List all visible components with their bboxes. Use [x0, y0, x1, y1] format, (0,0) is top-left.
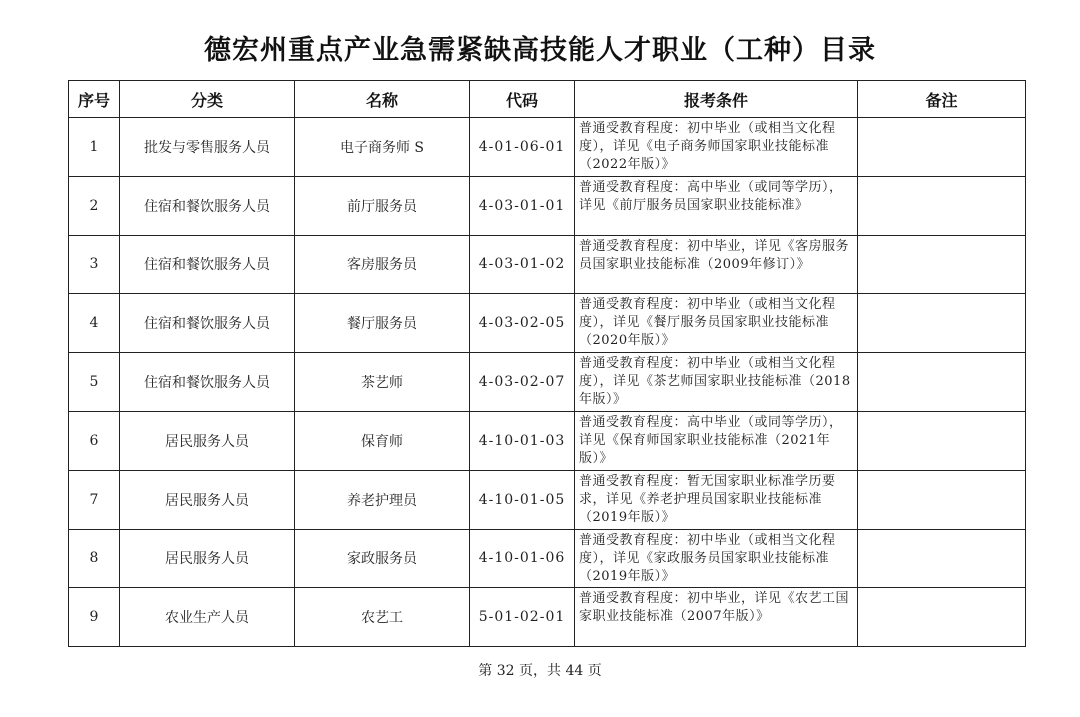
column-header-no: 序号: [69, 81, 120, 118]
cell-code: 4-03-01-02: [470, 235, 575, 294]
cell-no: 9: [69, 588, 120, 647]
cell-condition: 普通受教育程度：暂无国家职业标准学历要求，详见《养老护理员国家职业技能标准（2019年版）》: [575, 470, 858, 529]
cell-remark: [858, 529, 1026, 588]
cell-category: 住宿和餐饮服务人员: [120, 353, 295, 412]
cell-no: 6: [69, 411, 120, 470]
cell-no: 5: [69, 353, 120, 412]
cell-no: 2: [69, 176, 120, 235]
cell-remark: [858, 294, 1026, 353]
cell-condition: 普通受教育程度：初中毕业（或相当文化程度），详见《家政服务员国家职业技能标准（2019年版）》: [575, 529, 858, 588]
cell-condition: 普通受教育程度：初中毕业（或相当文化程度），详见《电子商务师国家职业技能标准（2022年版）》: [575, 118, 858, 177]
table-row: [69, 588, 1026, 647]
cell-code: 4-10-01-06: [470, 529, 575, 588]
table-row: [69, 176, 1026, 235]
cell-code: 4-01-06-01: [470, 118, 575, 177]
cell-remark: [858, 176, 1026, 235]
table-row: [69, 470, 1026, 529]
cell-remark: [858, 588, 1026, 647]
table-row: [69, 529, 1026, 588]
cell-code: 4-10-01-03: [470, 411, 575, 470]
table-header-row: [69, 81, 1026, 118]
cell-name: 保育师: [295, 411, 470, 470]
column-header-remark: 备注: [858, 81, 1026, 118]
cell-name: 养老护理员: [295, 470, 470, 529]
cell-category: 居民服务人员: [120, 470, 295, 529]
cell-code: 4-03-02-07: [470, 353, 575, 412]
cell-name: 茶艺师: [295, 353, 470, 412]
cell-condition: 普通受教育程度：高中毕业（或同等学历），详见《前厅服务员国家职业技能标准》: [575, 176, 858, 235]
cell-name: 前厅服务员: [295, 176, 470, 235]
column-header-category: 分类: [120, 81, 295, 118]
cell-code: 4-03-02-05: [470, 294, 575, 353]
cell-name: 客房服务员: [295, 235, 470, 294]
cell-remark: [858, 235, 1026, 294]
cell-remark: [858, 118, 1026, 177]
cell-category: 住宿和餐饮服务人员: [120, 235, 295, 294]
cell-name: 电子商务师 S: [295, 118, 470, 177]
cell-category: 居民服务人员: [120, 411, 295, 470]
table-row: [69, 411, 1026, 470]
column-header-code: 代码: [470, 81, 575, 118]
cell-code: 5-01-02-01: [470, 588, 575, 647]
cell-no: 8: [69, 529, 120, 588]
page-title: 德宏州重点产业急需紧缺高技能人才职业（工种）目录: [204, 35, 876, 66]
page-number: 第 32 页，共 44 页: [478, 663, 602, 679]
cell-no: 1: [69, 118, 120, 177]
cell-remark: [858, 470, 1026, 529]
cell-category: 住宿和餐饮服务人员: [120, 176, 295, 235]
cell-name: 农艺工: [295, 588, 470, 647]
table-row: [69, 353, 1026, 412]
cell-condition: 普通受教育程度：高中毕业（或同等学历），详见《保育师国家职业技能标准（2021年版）》: [575, 411, 858, 470]
cell-name: 家政服务员: [295, 529, 470, 588]
cell-name: 餐厅服务员: [295, 294, 470, 353]
table-row: [69, 118, 1026, 177]
cell-condition: 普通受教育程度：初中毕业，详见《客房服务员国家职业技能标准（2009年修订）》: [575, 235, 858, 294]
cell-remark: [858, 411, 1026, 470]
cell-category: 居民服务人员: [120, 529, 295, 588]
column-header-condition: 报考条件: [575, 81, 858, 118]
table-row: [69, 235, 1026, 294]
cell-no: 7: [69, 470, 120, 529]
cell-category: 住宿和餐饮服务人员: [120, 294, 295, 353]
cell-code: 4-10-01-05: [470, 470, 575, 529]
cell-condition: 普通受教育程度：初中毕业（或相当文化程度），详见《餐厅服务员国家职业技能标准（2020年版）》: [575, 294, 858, 353]
cell-condition: 普通受教育程度：初中毕业（或相当文化程度），详见《茶艺师国家职业技能标准（2018年版）》: [575, 353, 858, 412]
cell-category: 批发与零售服务人员: [120, 118, 295, 177]
cell-category: 农业生产人员: [120, 588, 295, 647]
cell-no: 3: [69, 235, 120, 294]
cell-remark: [858, 353, 1026, 412]
cell-condition: 普通受教育程度：初中毕业，详见《农艺工国家职业技能标准（2007年版）》: [575, 588, 858, 647]
table-row: [69, 294, 1026, 353]
cell-code: 4-03-01-01: [470, 176, 575, 235]
cell-no: 4: [69, 294, 120, 353]
occupation-table: [68, 80, 1026, 647]
column-header-name: 名称: [295, 81, 470, 118]
